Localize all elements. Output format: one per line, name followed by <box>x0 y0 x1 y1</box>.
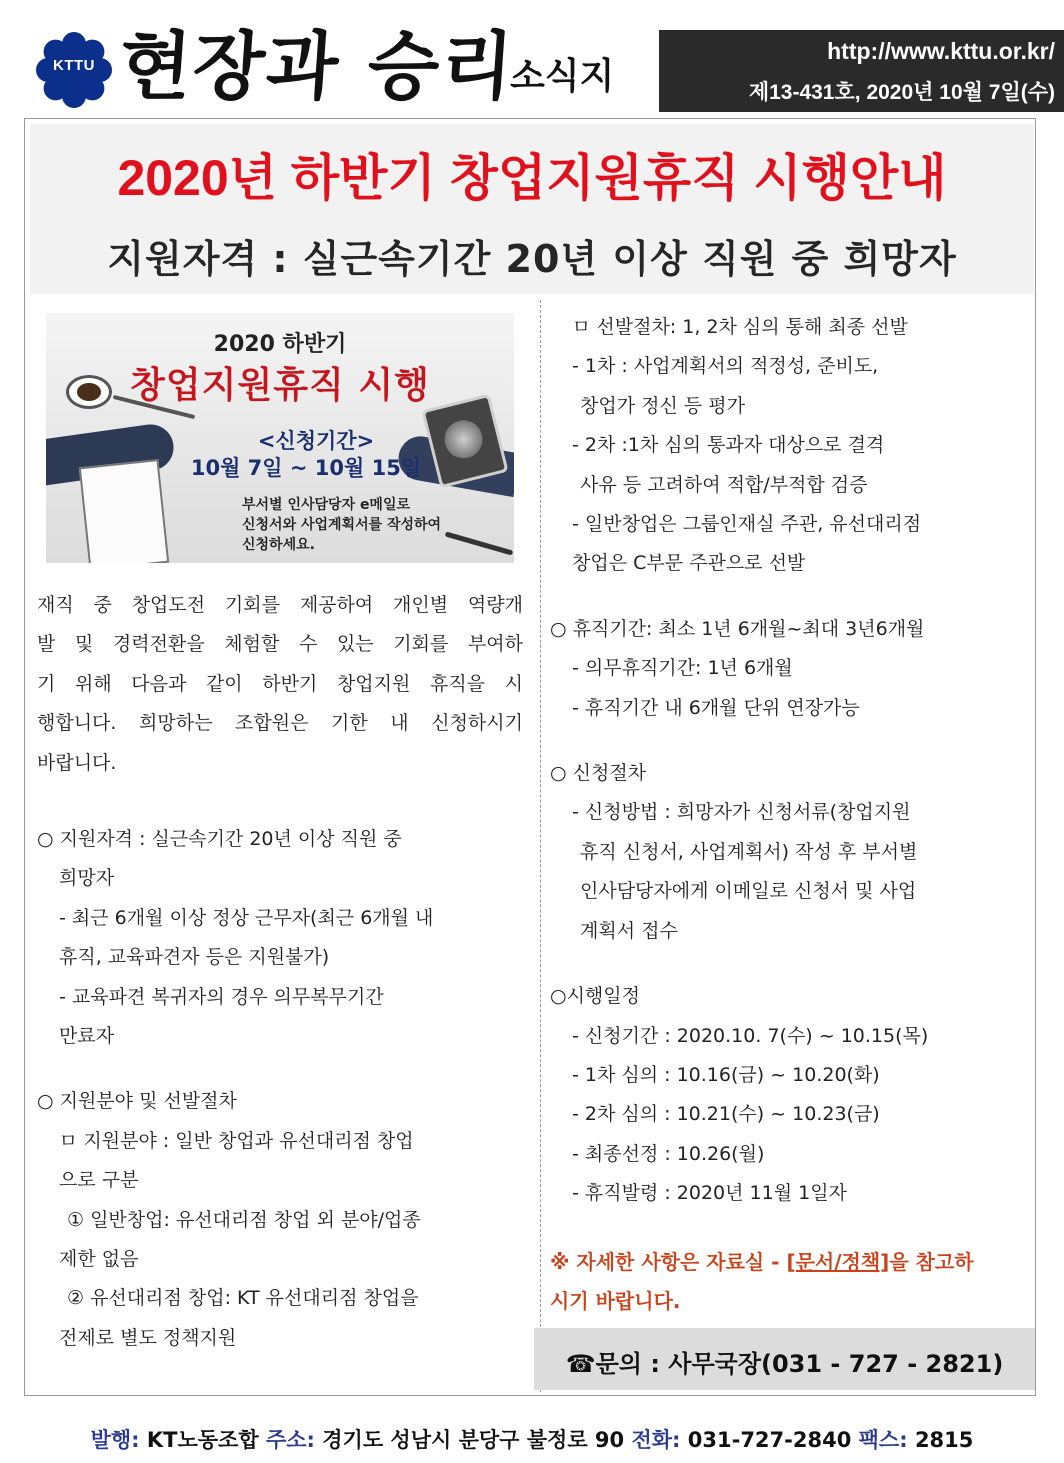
footer-phone: 031-727-2840 <box>687 1428 852 1452</box>
field-heading: ○ 지원분야 및 선발절차 <box>37 1090 237 1113</box>
field-line: ② 유선대리점 창업: KT 유선대리점 창업을 <box>67 1287 419 1310</box>
footer-fax-label: 팩스: <box>858 1428 908 1452</box>
selection-line: 사유 등 고려하여 적합/부적합 검증 <box>580 473 868 496</box>
footer-address: 경기도 성남시 분당구 불정로 90 <box>322 1428 625 1452</box>
notice-link[interactable]: [문서/정책] <box>786 1250 890 1274</box>
field-line: 제한 없음 <box>59 1248 139 1271</box>
intro-line: 재직 중 창업도전 기회를 제공하여 개인별 역량개 <box>37 594 523 616</box>
schedule-line: - 신청기간 : 2020.10. 7(수) ~ 10.15(목) <box>572 1024 929 1047</box>
selection-line: 창업은 C부문 주관으로 선발 <box>572 552 806 575</box>
notebook-icon <box>79 459 169 563</box>
intro-line: 기 위해 다음과 같이 하반기 창업지원 휴직을 시 <box>37 672 523 695</box>
field-line: ① 일반창업: 유선대리점 창업 외 분야/업종 <box>67 1208 421 1231</box>
footer-publisher-label: 발행: <box>90 1428 140 1452</box>
left-sections <box>37 820 523 1358</box>
notice-prefix: ※ 자세한 사항은 자료실 - <box>550 1250 787 1274</box>
schedule-line: - 1차 심의 : 10.16(금) ~ 10.20(화) <box>572 1063 880 1086</box>
pen-icon <box>445 531 514 555</box>
schedule-line: - 최종선정 : 10.26(월) <box>572 1142 765 1165</box>
issue-info-box <box>659 30 1064 112</box>
right-sections <box>550 308 1030 1214</box>
eligibility-line: 만료자 <box>59 1025 115 1048</box>
headline-subtitle: 지원자격 : 실근속기간 20년 이상 직원 중 희망자 <box>107 237 957 281</box>
footer <box>0 1424 1064 1454</box>
intro-line: 바랍니다. <box>37 751 117 774</box>
eligibility-line: - 교육파견 복귀자의 경우 의무복무기간 <box>59 985 384 1008</box>
apply-heading: ○ 신청절차 <box>550 762 647 785</box>
schedule-line: - 2차 심의 : 10.21(수) ~ 10.23(금) <box>572 1103 880 1126</box>
headline-title: 2020년 하반기 창업지원휴직 시행안내 <box>117 150 947 206</box>
newsletter-subtitle: 소식지 <box>510 55 615 97</box>
footer-fax: 2815 <box>914 1428 974 1452</box>
kttu-logo <box>34 30 114 110</box>
promo-banner <box>46 313 514 563</box>
field-line: 으로 구분 <box>59 1169 139 1192</box>
intro-line: 발 및 경력전환을 체험할 수 있는 기회를 부여하 <box>37 633 523 656</box>
logo-text: KTTU <box>53 57 95 74</box>
contact-info: ☎문의 : 사무국장(031 - 727 - 2821) <box>565 1350 1004 1378</box>
field-line: 전제로 별도 정책지원 <box>59 1326 237 1349</box>
selection-heading: ㅁ 선발절차: 1, 2차 심의 통해 최종 선발 <box>572 316 908 338</box>
selection-line: - 일반창업은 그룹인재실 주관, 유선대리점 <box>572 513 922 536</box>
notice-line-2: 시기 바랍니다. <box>550 1289 681 1314</box>
selection-line: - 1차 : 사업계획서의 적정성, 준비도, <box>572 355 879 378</box>
leave-heading: ○ 휴직기간: 최소 1년 6개월~최대 3년6개월 <box>550 617 925 640</box>
notice-line <box>550 1243 1030 1282</box>
selection-line: 창업가 정신 등 평가 <box>580 394 745 417</box>
banner-note-line: 신청서와 사업계획서를 작성하여 <box>242 517 442 533</box>
footer-address-label: 주소: <box>265 1428 315 1452</box>
schedule-heading: ○시행일정 <box>550 985 640 1008</box>
newsletter-title: 현장과 승리 <box>116 24 518 110</box>
banner-year: 2020 하반기 <box>213 332 347 357</box>
apply-line: 휴직 신청서, 사업계획서) 작성 후 부서별 <box>580 840 918 863</box>
banner-note-line: 신청하세요. <box>242 537 315 553</box>
contact-box <box>534 1328 1035 1390</box>
banner-period-label: <신청기간> <box>257 429 375 453</box>
field-line: ㅁ 지원분야 : 일반 창업과 유선대리점 창업 <box>59 1129 414 1152</box>
eligibility-line: 휴직, 교육파견자 등은 지원불가) <box>59 946 330 969</box>
notice-suffix: 을 참고하 <box>889 1250 974 1274</box>
intro-paragraph <box>37 586 523 783</box>
headline-box <box>30 124 1034 294</box>
banner-title: 창업지원휴직 시행 <box>130 365 430 406</box>
apply-line: 인사담당자에게 이메일로 신청서 및 사업 <box>580 880 917 903</box>
apply-line: - 신청방법 : 희망자가 신청서류(창업지원 <box>572 801 911 824</box>
reference-notice <box>550 1243 1030 1322</box>
issue-number-date: 제13-431호, 2020년 10월 7일(수) <box>748 81 1055 104</box>
selection-line: - 2차 :1차 심의 통과자 대상으로 결격 <box>572 434 885 457</box>
footer-phone-label: 전화: <box>631 1428 681 1452</box>
intro-line: 행합니다. 희망하는 조합원은 기한 내 신청하시기 <box>37 712 523 735</box>
website-url[interactable]: http://www.kttu.or.kr/ <box>827 38 1055 64</box>
banner-note <box>242 495 441 555</box>
eligibility-heading: ○ 지원자격 : 실근속기간 20년 이상 직원 중 <box>37 828 402 850</box>
masthead <box>28 8 1055 110</box>
banner-note-line: 부서별 인사담당자 e메일로 <box>242 497 411 513</box>
apply-line: 계획서 접수 <box>580 919 678 942</box>
footer-publisher: KT노동조합 <box>146 1428 259 1452</box>
schedule-line: - 휴직발령 : 2020년 11월 1일자 <box>572 1182 847 1205</box>
column-divider <box>540 300 541 1392</box>
leave-line: - 휴직기간 내 6개월 단위 연장가능 <box>572 696 860 719</box>
leave-line: - 의무휴직기간: 1년 6개월 <box>572 657 793 680</box>
eligibility-line: - 최근 6개월 이상 정상 근무자(최근 6개월 내 <box>59 906 434 929</box>
banner-period: 10월 7일 ~ 10월 15일 <box>190 456 422 480</box>
eligibility-line: 희망자 <box>59 867 115 890</box>
